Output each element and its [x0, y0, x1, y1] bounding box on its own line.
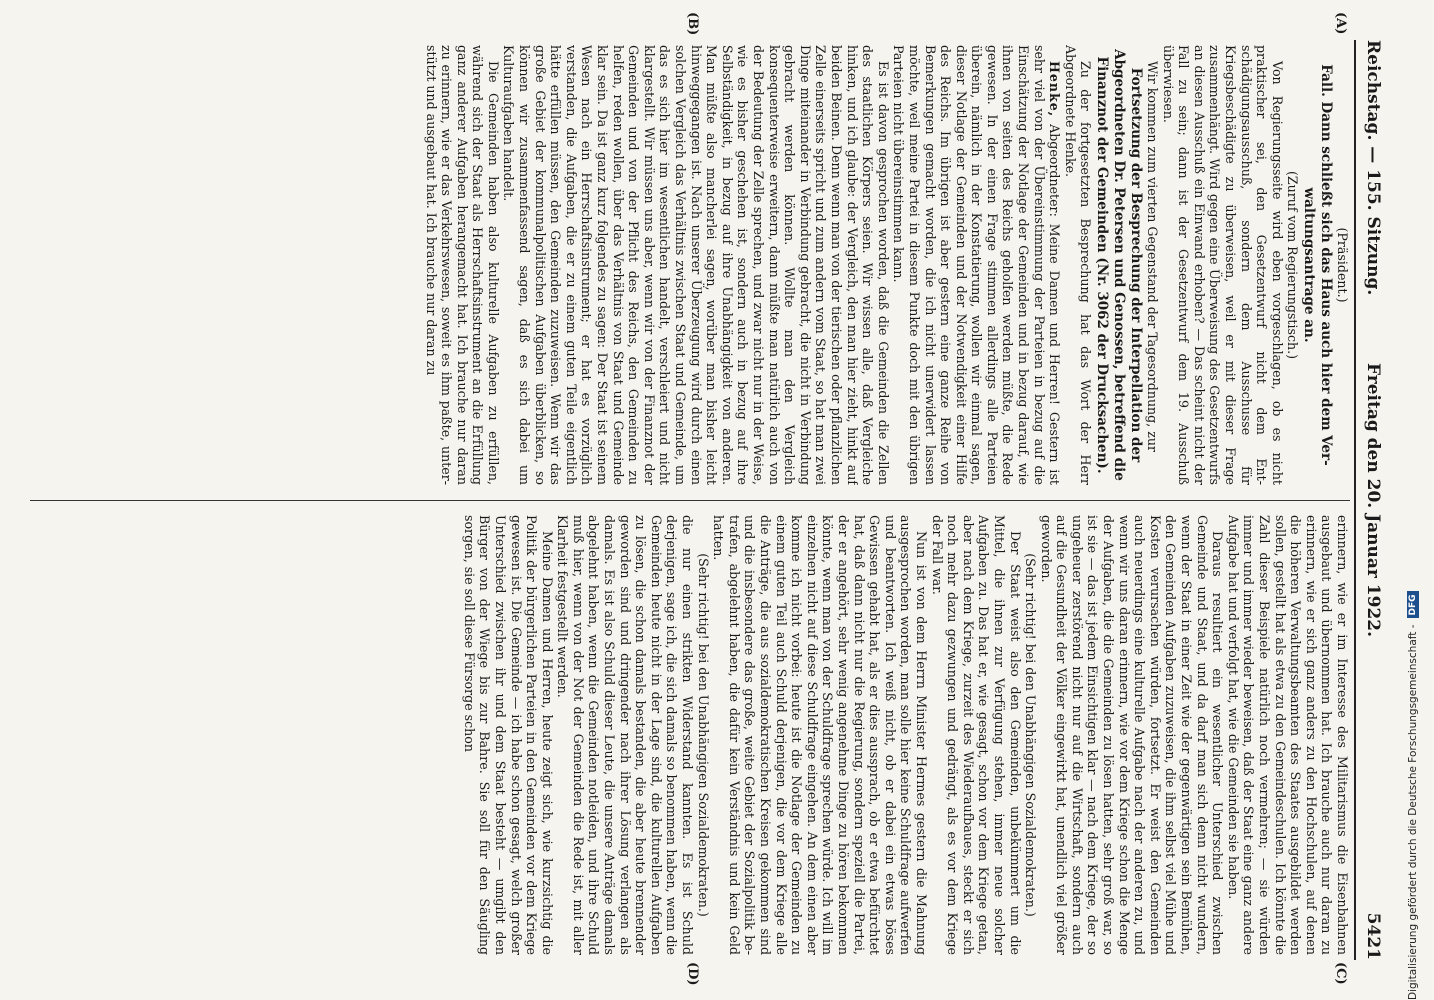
header-rule	[1354, 40, 1356, 960]
paragraph-text: (Sehr richtig! bei den Unabhängigen Sozialdemokraten.)	[1023, 553, 1039, 917]
paragraph	[1093, 45, 1144, 485]
paragraph-text: Es ist davon gesprochen worden, daß die Gemeinden die Zellen des staatlichen Körpers seien. Wir wissen alle, daß Vergleiche hinken, und ich glaube: der Vergleich, den man hier zieht, hinkt auf beiden Beinen. Denn wenn man von der tierischen oder pflanzlichen Zelle einerseits spricht und zum andern vom Staat, so hat man zwei Dinge miteinander in Verbindung gebracht, die nicht in Verbindung gebracht werden können. Wollte man den Vergleich konsequenterweise erweitern, dann müßte man natürlich auch von der Bedeutung der Zelle sprechen, und zwar nicht nur in der Weise, wie es bisher geschehen ist, sondern auch in bezug auf ihre Selbständigkeit, in bezug auf ihre Unabhängigkeit von anderen. Man müßte also mancherlei sagen, worüber man bisher leicht hinweggegangen ist. Nach unserer Überzeugung wird durch einen solchen Vergleich das Verhältnis zwischen Staat und Gemeinde, um das es sich hier im wesentlichen handelt, verschleiert und nicht klargestellt. Wir müssen uns aber, wenn wir von der Finanznot der Gemeinden und von der Pflicht des Reichs, den Gemeinden zu helfen, reden wollen, über das Verhältnis von Staat und Gemeinde klar sein. Da ist ganz kurz folgendes zu sagen: Der Staat ist seinem Wesen nach ein Herrschaftsinstrument; er hat es vorzüglich verstanden, die Aufgaben, die er zu einem guten Teile eigentlich hätte erfüllen müssen, den Gemeinden zuzuweisen. Wenn wir das große Gebiet der kommunalpolitischen Aufgaben überblicken, so können wir zusammenfassend sagen, daß es sich dabei um Kulturaufgaben handelt.	[501, 45, 891, 485]
paragraph	[695, 515, 711, 955]
paragraph-text: Fall. Dann schließt sich das Haus auch hier dem Verwaltungsantrage an.	[1301, 64, 1335, 466]
paragraph	[929, 515, 1023, 955]
margin-mark-a: (A)	[1333, 12, 1348, 35]
paragraph	[1062, 45, 1093, 485]
paragraph-text: Zu der fortgesetzten Besprechung hat das Wort der Herr Abgeordnete Henke.	[1062, 45, 1094, 485]
page-number: 5421	[1363, 912, 1383, 960]
paragraph	[1285, 45, 1301, 485]
paragraph	[1160, 45, 1285, 485]
paragraph-text: Meine Damen und Herren, heute zeigt sich, wie kurzsichtig die Politik der bürgerlichen Parteien in den Gemeinden vor dem Kriege gewesen ist. Die Gemeinde — ich habe schon gesagt, welch großer Unterschied zwischen ihr und dem Staat besteht — umgibt den Bürger von der Wiege bis zur Bahre. Sie soll für den Säugling sorgen, sie soll diese Fürsorge schon	[461, 515, 555, 955]
paragraph	[501, 45, 891, 485]
paragraph-text: (Präsident.)	[1335, 227, 1350, 303]
paragraph	[1038, 515, 1225, 955]
margin-mark-d: (D)	[685, 962, 700, 986]
paragraph-text: erinnern, wie er im Interesse des Militarismus die Eisenbahnen ausgebaut und übernommen hat. Ich brauche auch nur daran zu erinnern, wie er sich ganz anders zu den Hochschulen, auf denen die höheren Verwaltungsbeamten des Staates ausgebildet werden sollen, gestellt hat als etwa zu den Gemeindeschulen. Ich könnte die Zahl dieser Beispiele natürlich noch vermehren; — sie würden immer und immer wieder beweisen, daß der Staat eine ganz andere Aufgabe hat und verfolgt hat, wie die Gemeinden sie haben.	[1225, 515, 1350, 955]
paragraph	[1300, 45, 1334, 485]
header-center: Freitag den 20. Januar 1922.	[1363, 362, 1383, 638]
paragraph-text: (Sehr richtig! bei den Unabhängigen Sozialdemokraten.)	[695, 553, 711, 917]
margin-mark-c: (C)	[1333, 962, 1348, 985]
paragraph	[423, 45, 501, 485]
paragraph-text: Von Regierungsseite wird eben vorgeschlagen, ob es nicht praktischer sei, den Gesetzentwurf nicht dem Entschädigungsausschuß, sondern dem Ausschusse für Kriegsbeschädigte zu überweisen, weil er mit dieser Frage zusammenhängt. Wird gegen eine Überweisung des Gesetzentwurfs an diesen Ausschuß ein Einwand erhoben? — Das scheint nicht der Fall zu sein; dann ist der Gesetzentwurf dem 19. Ausschuß überwiesen.	[1160, 45, 1285, 485]
paragraph-text: Der Staat weist also den Gemeinden, unbekümmert um die Mittel, die ihnen zur Verfügung stehen, immer neue solcher Aufgaben zu. Das hat er, wie gesagt, schon vor dem Kriege getan, aber nach dem Kriege, zurzeit des Wiederaufbaues, steckt er sich noch mehr dazu gezwungen und gedrängt, als es vor dem Kriege der Fall war.	[929, 515, 1023, 955]
column-divider	[30, 500, 1350, 501]
left-column	[30, 45, 1350, 485]
right-column	[30, 515, 1350, 955]
footer-text: Digitalisierung gefördert durch die Deutsche Forschungsgemeinschaft -	[1407, 624, 1419, 1000]
paragraph-text: Fortsetzung der Besprechung der Interpellation der Abgeordneten Dr. Petersen und Genossen, betreffend die Finanznot der Gemeinden (Nr. 3062 der Drucksachen).	[1094, 49, 1145, 481]
paragraph	[555, 515, 695, 955]
paragraph-text: Nun ist von dem Herrn Minister Hermes gestern die Mahnung ausgesprochen worden, man solle hier keine Schuldfrage aufwerfen und beantworten. Ich weiß nicht, ob er dabei ein etwas böses Gewissen gehabt hat, als er dies aussprach, ob er etwa befürchtet hat, daß dann nicht nur die Regierung, sondern speziell die Partei, der er angehört, sehr wenig angenehme Dinge zu hören bekommen könnte, wenn man von der Schuldfrage sprechen würde. Ich will im einzelnen nicht auf diese Schuldfrage eingehen. An dem einen aber komme ich nicht vorbei: heute ist die Notlage der Gemeinden zu einem guten Teil auch Schuld derjenigen, die vor dem Kriege alle die Anträge, die aus sozialdemokratischen Kreisen gekommen sind und die insbesondere das große, weite Gebiet der Sozialpolitik betrafen, abgelehnt haben, die dafür kein Verständnis und kein Geld hatten.	[711, 515, 929, 955]
paragraph-text: (Zuruf vom Regierungstisch.)	[1285, 170, 1301, 360]
paragraph-text: Wir kommen zum vierten Gegenstand der Tagesordnung, zur	[1145, 61, 1161, 452]
margin-mark-b: (B)	[685, 12, 700, 36]
paragraph	[891, 45, 1063, 485]
page-header	[1360, 40, 1386, 960]
paragraph	[1144, 45, 1160, 485]
paragraph	[1334, 45, 1350, 485]
paragraph-text: Daraus resultiert ein wesentlicher Unterschied zwischen Gemeinde und Staat, und da darf man sich denn nicht wundern, wenn der Staat in einer Zeit wie der gegenwärtigen sein Bemühen, den Gemeinden Aufgaben zuzuweisen, die ihm selbst viel Mühe und Kosten verursachen würden, fortsetzt. Er weist den Gemeinden auch neuerdings eine kulturelle Aufgabe nach der anderen zu, und wenn wir uns daran erinnern, wie vor dem Kriege schon die Menge der Aufgaben, die die Gemeinden zu lösen hatten, sehr groß war, so ist sie — das ist jedem Einsichtigen klar — nach dem Kriege, der so ungeheuer zerstörend nicht nur auf die Wirtschaft, sondern auch auf die Gesundheit der Völker eingewirkt hat, unendlich viel größer geworden.	[1038, 515, 1226, 955]
footer-credit	[1404, 20, 1422, 1000]
paragraph	[1225, 515, 1350, 955]
paragraph	[461, 515, 555, 955]
paragraph	[1023, 515, 1039, 955]
header-left: Reichstag. — 155. Sitzung.	[1363, 40, 1383, 296]
paragraph-text: Die Gemeinden haben also kulturelle Aufgaben zu erfüllen, während sich der Staat als Herrschaftsinstrument an die Erfüllung ganz anderer Aufgaben herangemacht hat. Ich brauche nur daran zu erinnern, wie er das Verkehrswesen, soweit es ihm paßte, unterstützt und ausgebaut hat. Ich brauche nur daran zu	[423, 45, 501, 485]
paragraph	[711, 515, 929, 955]
dfg-logo: DFG	[1407, 591, 1419, 618]
paragraph-text: Abgeordneter: Meine Damen und Herren! Gestern ist sehr viel von der Übereinstimmung der Parteien in bezug auf die Einschätzung der Notlage der Gemeinden und in bezug darauf, wie ihnen von seiten des Reichs geholfen werden müßte, die Rede gewesen. In der einen Frage stimmen allerdings alle Parteien überein, nämlich in der Konstatierung, wollen wir einmal sagen, dieser Notlage der Gemeinden und der Notwendigkeit einer Hilfe des Reichs. Im übrigen ist aber gestern eine ganze Reihe von Bemerkungen gemacht worden, die ich nicht unerwidert lassen möchte, weil meine Partei in diesem Punkte doch mit den übrigen Parteien nicht übereinstimmen kann.	[891, 45, 1063, 485]
paragraph-text: die nur einen strikten Widerstand kannten. Es ist Schuld derjenigen, sage ich, die sich damals so benommen haben, wenn die Gemeinden heute nicht in der Lage sind, die kulturellen Aufgaben zu lösen, die schon damals bestanden, die aber heute brennender geworden sind und dringender nach ihrer Lösung verlangen als damals. Es ist also Schuld dieser Leute, die unsere Anträge damals abgelehnt haben, wenn die Gemeinden notleiden, und ihre Schuld muß hier, wenn von der Not der Gemeinden die Rede ist, mit aller Klarheit festgestellt werden.	[555, 515, 696, 955]
speaker-name: Henke,	[1047, 61, 1063, 118]
